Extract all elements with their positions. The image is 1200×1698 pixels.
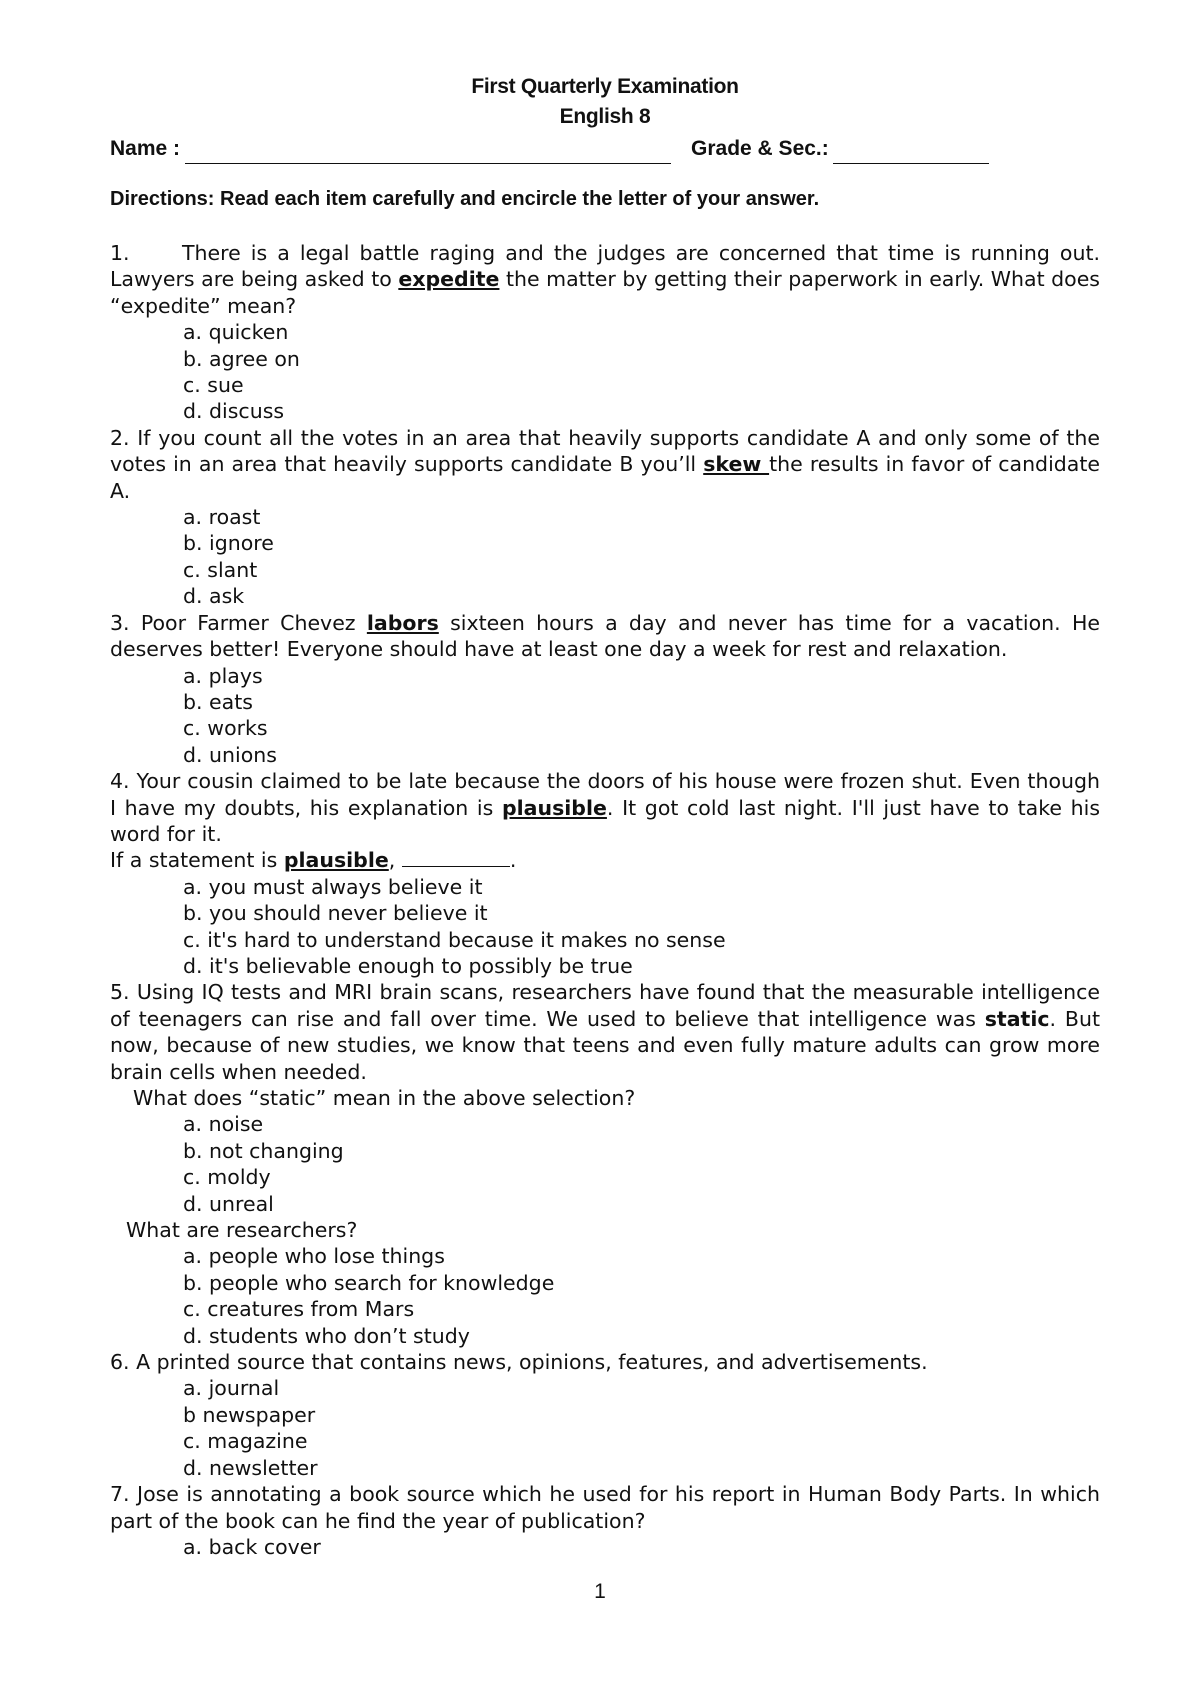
choice: d. ask	[183, 584, 245, 609]
question-5-sub-1-choices	[110, 1111, 1100, 1217]
choice: c. moldy	[183, 1165, 271, 1190]
choice: b. agree on	[183, 346, 300, 371]
choice: d. discuss	[183, 399, 285, 424]
question-5-text: 5. Using IQ tests and MRI brain scans, researchers have found that the measurable intelligence of teenagers can rise and fall over time. We used to believe that intelligence was	[110, 980, 1100, 1031]
choice: a. you must always believe it	[183, 874, 483, 899]
question-1-text-end: the matter by getting their paperwork in early. What does “expedite” mean?	[110, 267, 1100, 318]
question-6: 6. A printed source that contains news, opinions, features, and advertisements.	[110, 1350, 928, 1375]
question-1-choices	[110, 319, 1100, 425]
question-2-choices	[110, 504, 1100, 610]
question-7-choices	[110, 1534, 1100, 1560]
question-4-text-end: . It got cold last night. I'll just have to take his word for it.	[110, 795, 1100, 846]
directions: Directions: Read each item carefully and encircle the letter of your answer.	[110, 188, 820, 210]
grade-blank-line	[833, 143, 989, 164]
exam-title: First Quarterly Examination	[471, 75, 739, 98]
question-5-sub-2-choices	[110, 1243, 1100, 1349]
question-5	[110, 979, 1100, 1085]
choice: c. creatures from Mars	[183, 1297, 415, 1322]
choice: c. works	[183, 716, 268, 741]
question-3-text-end: sixteen hours a day and never has time for a vacation. He deserves better! Everyone should have at least one day a week for rest and relaxation.	[110, 610, 1100, 662]
grade-label: Grade & Sec.:	[691, 137, 829, 160]
choice: b. not changing	[183, 1138, 344, 1163]
choice: b. eats	[183, 689, 253, 714]
question-3-choices	[110, 663, 1100, 769]
choice: a. journal	[183, 1376, 280, 1401]
question-4-prompt-period: .	[509, 848, 517, 873]
choice: d. unions	[183, 742, 277, 767]
question-4-prompt-text: If a statement is	[110, 848, 284, 873]
exam-subject: English 8	[559, 105, 651, 128]
question-2-text: 2. If you count all the votes in an area that heavily supports candidate A and only some of the votes in an area that heavily supports candidate B you’ll	[110, 425, 1100, 477]
choice: c. it's hard to understand because it makes no sense	[183, 927, 726, 952]
choice: d. it's believable enough to possibly be true	[183, 953, 633, 978]
question-3-text: 3. Poor Farmer Chevez	[110, 610, 367, 635]
page-number: 1	[594, 1580, 606, 1603]
question-4-prompt	[110, 847, 1100, 873]
choice: a. people who lose things	[183, 1244, 445, 1269]
choice: c. magazine	[183, 1429, 308, 1454]
choice: b. ignore	[183, 531, 274, 556]
choice: b. people who search for knowledge	[183, 1270, 555, 1295]
question-4-text: 4. Your cousin claimed to be late because the doors of his house were frozen shut. Even though I have my doubts, his explanation is	[110, 769, 1100, 820]
question-6-choices	[110, 1375, 1100, 1481]
question-5-sub-1: What does “static” mean in the above selection?	[133, 1086, 636, 1110]
question-7: 7. Jose is annotating a book source which he used for his report in Human Body Parts. In which part of the book can he find the year of publication?	[110, 1482, 1100, 1533]
choice: d. newsletter	[183, 1455, 318, 1480]
question-5-keyword: static	[984, 1006, 1050, 1031]
question-4-prompt-comma: ,	[388, 848, 402, 873]
question-4	[110, 768, 1100, 847]
question-2-text-end: the results in favor of candidate A.	[110, 452, 1100, 503]
choice: b newspaper	[183, 1402, 316, 1427]
name-label: Name :	[110, 137, 181, 160]
choice: a. back cover	[183, 1534, 321, 1559]
answer-blank-line	[402, 848, 510, 867]
choice: b. you should never believe it	[183, 901, 488, 926]
question-1-keyword: expedite	[398, 267, 500, 292]
choice: a. roast	[183, 505, 261, 530]
question-4-choices	[110, 874, 1100, 980]
question-5-text-end: . But now, because of new studies, we know that teens and even fully mature adults can grow more brain cells when needed.	[110, 1006, 1100, 1084]
student-info-row	[110, 134, 1100, 164]
question-2	[110, 425, 1100, 504]
exam-page	[110, 72, 1100, 1560]
choice: a. plays	[183, 663, 263, 688]
choice: c. slant	[183, 557, 258, 582]
question-4-prompt-keyword: plausible	[283, 848, 389, 873]
question-1-text: There is a legal battle raging and the judges are concerned that time is running out. Lawyers are being asked to	[110, 241, 1100, 292]
choice: d. unreal	[183, 1191, 274, 1216]
question-1-number: 1.	[110, 241, 130, 265]
question-1	[110, 240, 1100, 319]
choice: c. sue	[183, 373, 244, 398]
question-2-keyword: skew	[703, 452, 770, 477]
choice: a. noise	[183, 1112, 264, 1137]
question-3-keyword: labors	[366, 610, 439, 635]
question-5-sub-2: What are researchers?	[126, 1218, 358, 1243]
question-4-keyword: plausible	[501, 795, 607, 820]
choice: d. students who don’t study	[183, 1323, 470, 1348]
name-blank-line	[185, 143, 671, 164]
question-3	[110, 610, 1100, 663]
choice: a. quicken	[183, 320, 289, 345]
